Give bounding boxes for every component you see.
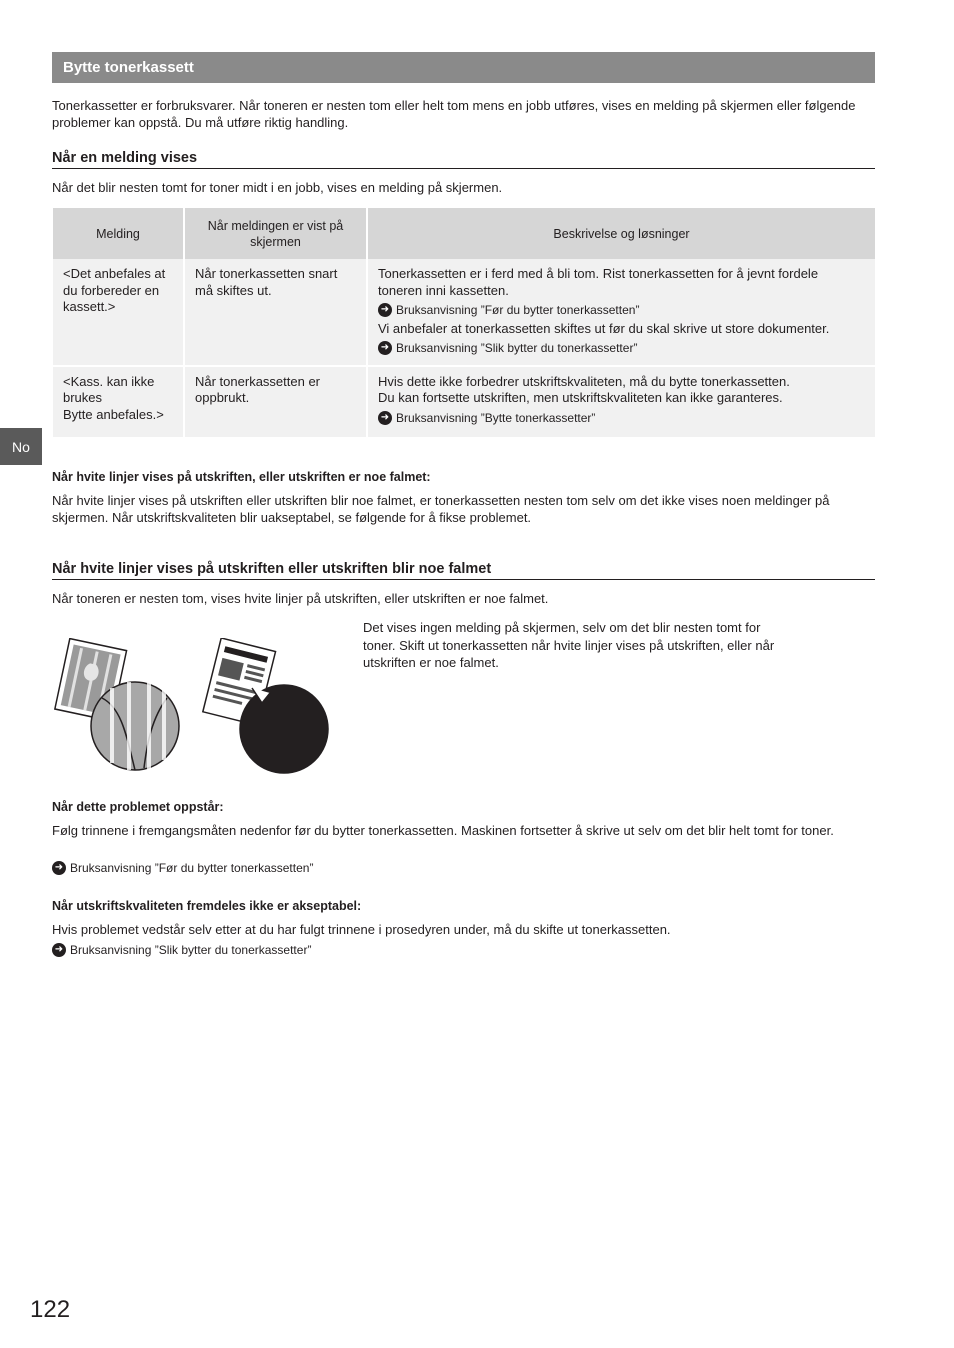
table-header-message: Melding <box>53 208 183 259</box>
white-lines-side-text: Det vises ingen melding på skjermen, selv om det blir nesten tomt for toner. Skift ut tonerkassetten når hvite linjer vises på utskriften, eller når utskriften er noe falmet. <box>363 620 775 670</box>
row2-when: Når tonerkassetten er oppbrukt. <box>183 365 366 437</box>
arrow-right-circle-icon: ➜ <box>52 943 66 957</box>
message-section-text: Når det blir nesten tomt for toner midt i en jobb, vises en melding på skjermen. <box>52 180 503 195</box>
magnified-dark-area <box>240 685 328 773</box>
quality-text: Hvis problemet vedstår selv etter at du har fulgt trinnene i prosedyren under, må du skifte ut tonerkassetten. <box>52 922 671 937</box>
white-lines-section-heading: Når hvite linjer vises på utskriften eller utskriften blir noe falmet <box>52 561 875 580</box>
white-lines-section-text: Når toneren er nesten tom, vises hvite linjer på utskriften, eller utskriften er noe falmet. <box>52 591 549 606</box>
language-tab: No <box>0 428 42 465</box>
table-header-when: Når meldingen er vist på skjermen <box>183 208 366 259</box>
table-row <box>53 259 875 365</box>
section-title: Bytte tonerkassett <box>63 59 194 76</box>
row1-desc2: Vi anbefaler at tonerkassetten skiftes ut før du skal skrive ut store dokumenter. <box>378 320 830 336</box>
row1-ref1: ➜ Bruksanvisning ”Før du bytter tonerkassetten” <box>378 302 865 319</box>
faded-print-illustration <box>52 638 334 780</box>
quality-heading: Når utskriftskvaliteten fremdeles ikke er akseptabel: <box>52 899 362 913</box>
page-number: 122 <box>30 1296 71 1323</box>
table-header-description: Beskrivelse og løsninger <box>366 208 875 259</box>
arrow-right-circle-icon: ➜ <box>378 411 392 425</box>
problem-occurs-text: Følg trinnene i fremgangsmåten nedenfor før du bytter tonerkassetten. Maskinen fortsetter å skrive ut selv om det blir helt tomt for toner. <box>52 823 834 838</box>
row1-description <box>366 259 875 365</box>
row1-when: Når tonerkassetten snart må skiftes ut. <box>183 259 366 365</box>
message-table <box>53 208 875 437</box>
row2-ref: ➜ Bruksanvisning ”Bytte tonerkassetter” <box>378 410 865 427</box>
arrow-right-circle-icon: ➜ <box>378 303 392 317</box>
arrow-right-circle-icon: ➜ <box>378 341 392 355</box>
table-header-row <box>53 208 875 259</box>
section-banner <box>52 52 875 83</box>
row2-description: Hvis dette ikke forbedrer utskriftskvaliteten, må du bytte tonerkassetten. Du kan fortsette utskriften, men utskriftskvaliteten kan ikke garanteres. ➜ Bruksanvisning ”Bytte tonerkassetter” <box>366 365 875 437</box>
problem-occurs-ref: ➜ Bruksanvisning ”Før du bytter tonerkassetten” <box>52 861 313 875</box>
row1-message: <Det anbefales at du forbereder en kassett.> <box>53 259 183 365</box>
intro-text: Tonerkassetter er forbruksvarer. Når toneren er nesten tom eller helt tom mens en jobb utføres, vises en melding på skjermen eller følgende problemer kan oppstå. Du må utføre riktig handling. <box>52 98 856 130</box>
row1-desc1: Tonerkassetten er i ferd med å bli tom. Rist tonerkassetten for å jevnt fordele toneren inni kassetten. <box>378 266 819 298</box>
row2-message: <Kass. kan ikke brukes Bytte anbefales.> <box>53 365 183 437</box>
quality-ref: ➜ Bruksanvisning ”Slik bytter du tonerkassetter” <box>52 943 311 957</box>
problem-occurs-heading: Når dette problemet oppstår: <box>52 800 224 814</box>
arrow-right-circle-icon: ➜ <box>52 861 66 875</box>
row1-ref2: ➜ Bruksanvisning ”Slik bytter du tonerkassetter” <box>378 340 865 357</box>
message-section-heading: Når en melding vises <box>52 150 875 169</box>
white-lines-note-text: Når hvite linjer vises på utskriften eller utskriften blir noe falmet, er tonerkassetten nesten tom selv om det ikke vises noen meldinger på skjermen. Når utskriftskvaliteten blir uakseptabel, se følgende for å fikse problemet. <box>52 493 830 525</box>
white-lines-note-heading: Når hvite linjer vises på utskriften, eller utskriften er noe falmet: <box>52 470 431 484</box>
table-row <box>53 365 875 437</box>
